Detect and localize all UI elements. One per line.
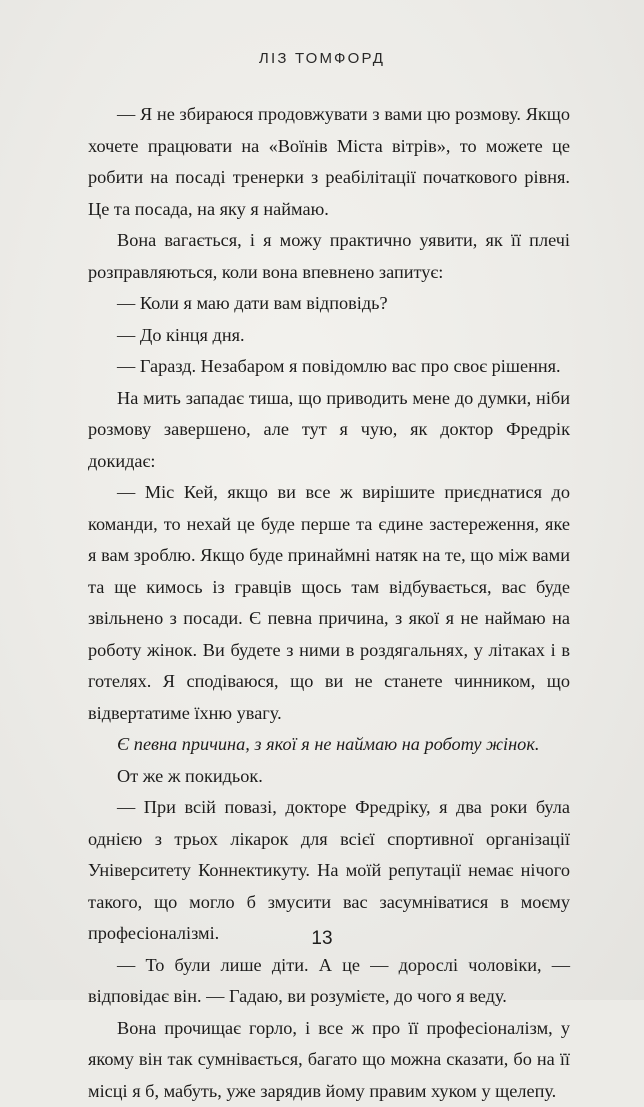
italic-thought: Є певна причина, з якої я не наймаю на роботу жінок. bbox=[88, 729, 570, 761]
paragraph: — Гаразд. Незабаром я повідомлю вас про своє рішення. bbox=[88, 351, 570, 383]
body-text bbox=[88, 99, 570, 1107]
running-header: ЛІЗ ТОМФОРД bbox=[0, 50, 644, 67]
paragraph: — Міс Кей, якщо ви все ж вирішите приєднатися до команди, то нехай це буде перше та єдине застереження, яке я вам зроблю. Якщо буде принаймні натяк на те, що між вами та ще кимось із гравців щось там відбувається, вас буде звільнено з посади. Є певна причина, з якої я не наймаю на роботу жінок. Ви будете з ними в роздягальнях, у літаках і в готелях. Я сподіваюся, що ви не станете чинником, що відвертатиме їхню увагу. bbox=[88, 477, 570, 729]
paragraph: Вона вагається, і я можу практично уявити, як її плечі розправляються, коли вона впевнено запитує: bbox=[88, 225, 570, 288]
paragraph: — То були лише діти. А це — дорослі чоловіки, — відповідає він. — Гадаю, ви розумієте, до чого я веду. bbox=[88, 950, 570, 1013]
paragraph: На мить западає тиша, що приводить мене до думки, ніби розмову завершено, але тут я чую, як доктор Фредрік докидає: bbox=[88, 383, 570, 478]
paragraph: — При всій повазі, докторе Фредріку, я два роки була однією з трьох лікарок для всієї спортивної організації Університету Коннектикуту. На моїй репутації немає нічого такого, що могло б змусити вас засумніватися в моєму професіоналізмі. bbox=[88, 792, 570, 950]
paragraph: — Коли я маю дати вам відповідь? bbox=[88, 288, 570, 320]
paragraph: От же ж покидьок. bbox=[88, 761, 570, 793]
paragraph: — Я не збираюся продовжувати з вами цю розмову. Якщо хочете працювати на «Воїнів Міста вітрів», то можете це робити на посаді тренерки з реабілітації початкового рівня. Це та посада, на яку я наймаю. bbox=[88, 99, 570, 225]
paragraph: Вона прочищає горло, і все ж про її професіоналізм, у якому він так сумнівається, багато що можна сказати, бо на її місці я б, мабуть, уже зарядив йому правим хуком у щелепу. bbox=[88, 1013, 570, 1107]
paragraph: — До кінця дня. bbox=[88, 320, 570, 352]
page-number: 13 bbox=[0, 928, 644, 950]
